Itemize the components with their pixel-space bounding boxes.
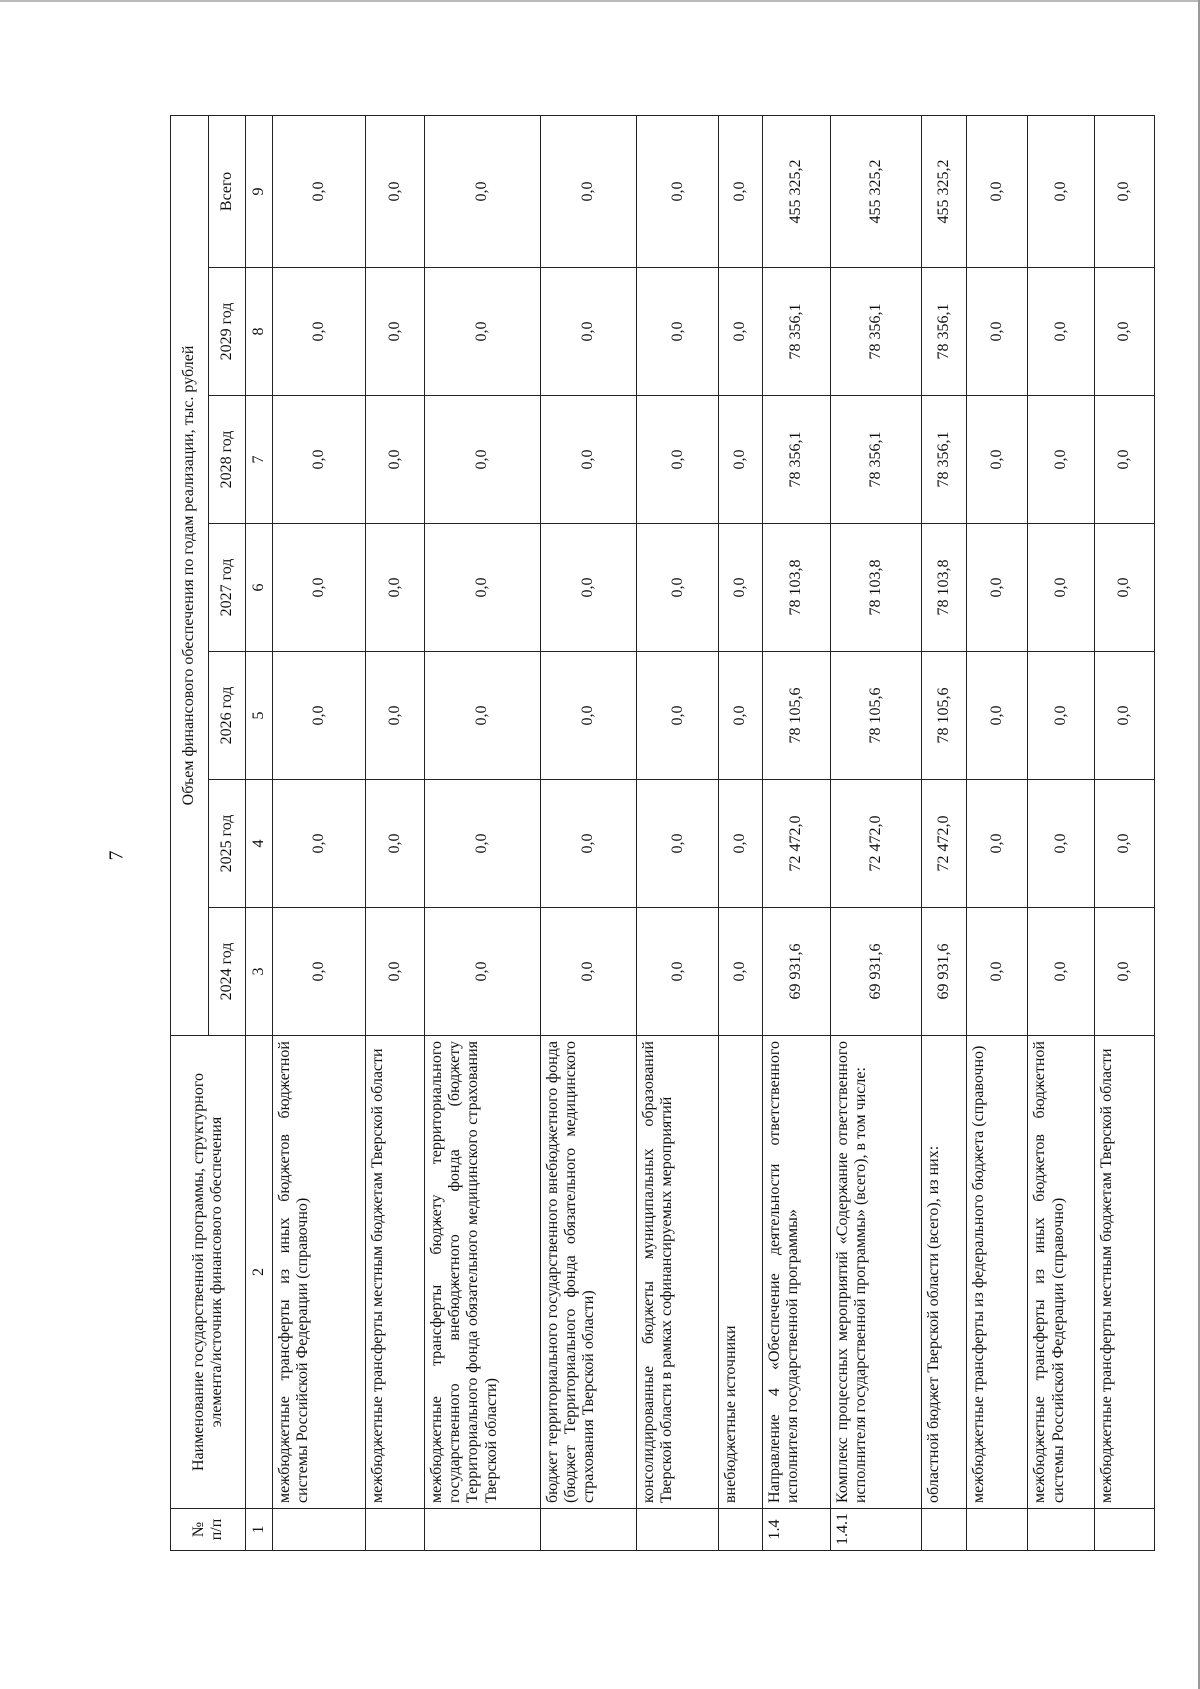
row-value: 0,0 (1095, 780, 1155, 908)
row-value: 0,0 (1028, 268, 1095, 396)
row-value: 0,0 (967, 908, 1028, 1036)
row-value: 0,0 (540, 268, 636, 396)
row-number (967, 1509, 1028, 1551)
row-value: 0,0 (1095, 268, 1155, 396)
row-value: 69 931,6 (830, 908, 921, 1036)
row-value: 0,0 (540, 524, 636, 652)
row-value: 0,0 (967, 780, 1028, 908)
header-num: № п/п (171, 1509, 246, 1551)
financing-table (170, 115, 1155, 1551)
row-value: 0,0 (424, 396, 540, 524)
row-value: 0,0 (1095, 908, 1155, 1036)
row-value: 0,0 (273, 268, 366, 396)
row-total: 0,0 (1028, 115, 1095, 267)
row-value: 78 356,1 (830, 396, 921, 524)
row-name: межбюджетные трансферты бюджету территориального государственного внебюджетного фонда (бюджету Территориального фонда обязательного медицинского страхования Тверской области) (424, 1036, 540, 1509)
row-value: 0,0 (1095, 524, 1155, 652)
column-number: 2 (246, 1036, 273, 1509)
row-total: 0,0 (719, 115, 762, 267)
column-number: 5 (246, 652, 273, 780)
row-value: 0,0 (273, 652, 366, 780)
row-name: межбюджетные трансферты из иных бюджетов бюджетной системы Российской Федерации (справочно) (1028, 1036, 1095, 1509)
row-total: 0,0 (366, 115, 425, 267)
header-year: 2024 год (209, 908, 246, 1036)
row-value: 0,0 (1028, 908, 1095, 1036)
column-number: 9 (246, 115, 273, 267)
column-number: 4 (246, 780, 273, 908)
row-value: 0,0 (637, 908, 719, 1036)
row-number (719, 1509, 762, 1551)
table-row (540, 115, 636, 1550)
row-value: 0,0 (719, 268, 762, 396)
row-name: внебюджетные источники (719, 1036, 762, 1509)
header-year: 2028 год (209, 396, 246, 524)
page-number: 7 (105, 850, 128, 861)
row-value: 0,0 (424, 652, 540, 780)
row-value: 78 105,6 (762, 652, 830, 780)
row-total: 455 325,2 (921, 115, 967, 267)
row-value: 78 105,6 (921, 652, 967, 780)
row-value: 78 356,1 (921, 396, 967, 524)
column-number: 3 (246, 908, 273, 1036)
row-value: 0,0 (273, 524, 366, 652)
row-name: бюджет территориального государственного внебюджетного фонда (бюджет Территориального фонда обязательного медицинского страхования Тверской области) (540, 1036, 636, 1509)
rotated-table-container (170, 116, 1155, 1551)
header-year: 2029 год (209, 268, 246, 396)
table-row (762, 115, 830, 1550)
row-value: 72 472,0 (830, 780, 921, 908)
row-number: 1.4 (762, 1509, 830, 1551)
header-year: 2026 год (209, 652, 246, 780)
row-name: межбюджетные трансферты местным бюджетам Тверской области (1095, 1036, 1155, 1509)
row-total: 0,0 (637, 115, 719, 267)
row-value: 0,0 (424, 524, 540, 652)
row-name: Направление 4 «Обеспечение деятельности ответственного исполнителя государственной программы» (762, 1036, 830, 1509)
table-row (637, 115, 719, 1550)
row-value: 0,0 (1028, 780, 1095, 908)
row-value: 72 472,0 (762, 780, 830, 908)
header-name: Наименование государственной программы, структурного элемента/источник финансового обеспечения (171, 1036, 246, 1509)
header-year: 2027 год (209, 524, 246, 652)
row-value: 0,0 (967, 268, 1028, 396)
row-value: 78 356,1 (830, 268, 921, 396)
row-value: 0,0 (967, 524, 1028, 652)
scan-edge-top (0, 0, 1200, 2)
row-name: межбюджетные трансферты местным бюджетам Тверской области (366, 1036, 425, 1509)
header-total: Всего (209, 115, 246, 267)
row-value: 0,0 (967, 396, 1028, 524)
row-value: 0,0 (1095, 396, 1155, 524)
row-value: 0,0 (540, 652, 636, 780)
row-value: 0,0 (637, 268, 719, 396)
row-value: 0,0 (637, 396, 719, 524)
row-name: межбюджетные трансферты из иных бюджетов бюджетной системы Российской Федерации (справочно) (273, 1036, 366, 1509)
row-value: 78 103,8 (830, 524, 921, 652)
row-value: 78 356,1 (762, 268, 830, 396)
row-total: 455 325,2 (762, 115, 830, 267)
row-value: 0,0 (719, 908, 762, 1036)
row-value: 0,0 (1028, 524, 1095, 652)
row-name: Комплекс процессных мероприятий «Содержание ответственного исполнителя государственной программы» (всего), в том числе: (830, 1036, 921, 1509)
table-row (273, 115, 366, 1550)
column-number: 7 (246, 396, 273, 524)
table-row (1095, 115, 1155, 1550)
row-value: 69 931,6 (921, 908, 967, 1036)
row-total: 0,0 (424, 115, 540, 267)
row-value: 0,0 (424, 268, 540, 396)
row-value: 0,0 (1028, 652, 1095, 780)
row-total: 0,0 (540, 115, 636, 267)
column-number: 8 (246, 268, 273, 396)
row-value: 0,0 (366, 780, 425, 908)
row-value: 78 356,1 (921, 268, 967, 396)
row-value: 0,0 (366, 524, 425, 652)
row-value: 0,0 (366, 908, 425, 1036)
table-row (366, 115, 425, 1550)
row-name: областной бюджет Тверской области (всего), из них: (921, 1036, 967, 1509)
row-value: 0,0 (967, 652, 1028, 780)
row-value: 0,0 (540, 780, 636, 908)
table-row (424, 115, 540, 1550)
row-value: 0,0 (637, 652, 719, 780)
row-value: 78 103,8 (762, 524, 830, 652)
row-total: 0,0 (273, 115, 366, 267)
row-value: 78 356,1 (762, 396, 830, 524)
row-value: 0,0 (637, 780, 719, 908)
row-total: 0,0 (967, 115, 1028, 267)
row-value: 0,0 (719, 524, 762, 652)
row-value: 0,0 (273, 780, 366, 908)
row-value: 0,0 (1095, 652, 1155, 780)
column-number: 1 (246, 1509, 273, 1551)
column-number: 6 (246, 524, 273, 652)
row-value: 0,0 (366, 652, 425, 780)
row-number (637, 1509, 719, 1551)
row-name: консолидированные бюджеты муниципальных образований Тверской области в рамках софинансируемых мероприятий (637, 1036, 719, 1509)
row-number (921, 1509, 967, 1551)
row-number (424, 1509, 540, 1551)
table-row (1028, 115, 1095, 1550)
row-value: 0,0 (273, 908, 366, 1036)
table-row (967, 115, 1028, 1550)
header-year: 2025 год (209, 780, 246, 908)
row-value: 72 472,0 (921, 780, 967, 908)
header-volume-group: Объем финансового обеспечения по годам реализации, тыс. рублей (171, 115, 209, 1035)
row-name: межбюджетные трансферты из федерального бюджета (справочно) (967, 1036, 1028, 1509)
row-value: 0,0 (719, 652, 762, 780)
row-value: 0,0 (719, 780, 762, 908)
table-row (830, 115, 921, 1550)
row-value: 0,0 (719, 396, 762, 524)
row-value: 0,0 (424, 780, 540, 908)
row-value: 0,0 (540, 396, 636, 524)
row-value: 0,0 (366, 396, 425, 524)
row-total: 0,0 (1095, 115, 1155, 267)
row-value: 0,0 (637, 524, 719, 652)
row-value: 0,0 (1028, 396, 1095, 524)
row-value: 0,0 (273, 396, 366, 524)
row-number (273, 1509, 366, 1551)
row-value: 0,0 (366, 268, 425, 396)
table-row (719, 115, 762, 1550)
row-number: 1.4.1 (830, 1509, 921, 1551)
row-value: 78 103,8 (921, 524, 967, 652)
row-value: 69 931,6 (762, 908, 830, 1036)
row-value: 0,0 (540, 908, 636, 1036)
row-total: 455 325,2 (830, 115, 921, 267)
row-value: 0,0 (424, 908, 540, 1036)
row-number (1028, 1509, 1095, 1551)
row-number (366, 1509, 425, 1551)
row-value: 78 105,6 (830, 652, 921, 780)
table-row (921, 115, 967, 1550)
row-number (540, 1509, 636, 1551)
row-number (1095, 1509, 1155, 1551)
